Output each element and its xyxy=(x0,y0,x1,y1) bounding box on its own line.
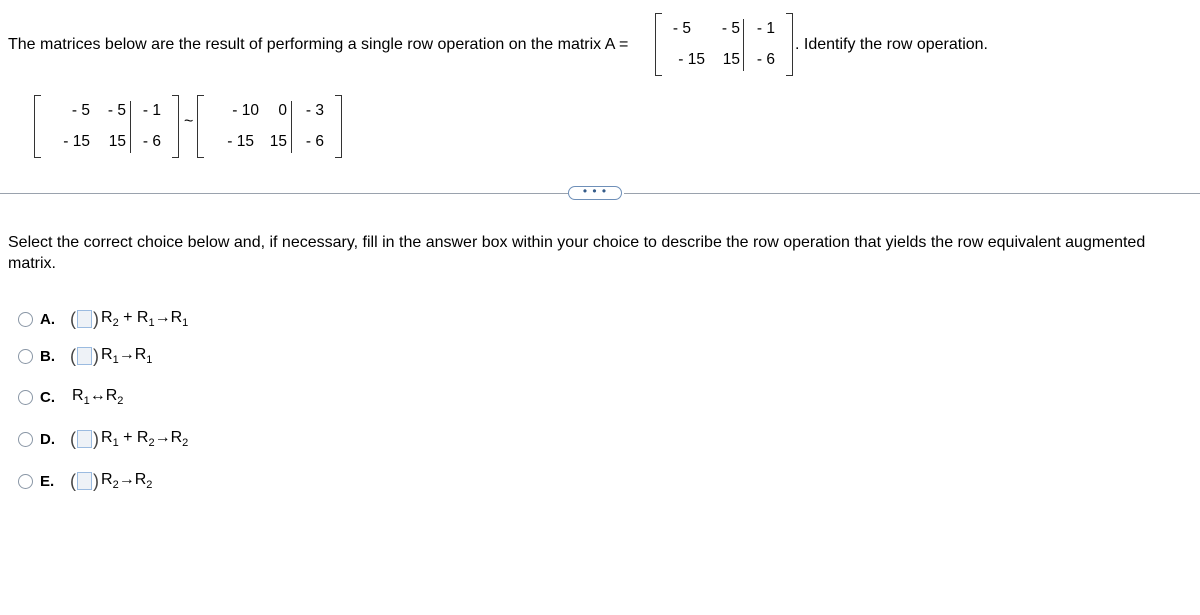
choice-e[interactable] xyxy=(18,469,152,493)
choice-letter: A. xyxy=(40,310,55,328)
matrix-a-cell: - 5 xyxy=(672,20,691,37)
radio-button[interactable] xyxy=(18,432,33,447)
matrix-a-cell: - 1 xyxy=(756,20,775,37)
matrix-right-augment-bar xyxy=(291,101,292,153)
matrix-a-cell: - 15 xyxy=(678,51,705,68)
row-equivalence-symbol: ~ xyxy=(184,113,194,130)
matrix-a-cell: - 6 xyxy=(756,51,775,68)
matrix-left-cell: - 15 xyxy=(63,133,90,150)
answer-box[interactable] xyxy=(77,430,92,448)
choice-d[interactable] xyxy=(18,427,188,451)
open-paren: ( xyxy=(70,308,76,329)
choice-a[interactable] xyxy=(18,307,188,331)
matrix-a-cell: - 5 xyxy=(721,20,740,37)
matrix-left-cell: - 5 xyxy=(71,102,90,119)
question-suffix: . Identify the row operation. xyxy=(795,36,988,53)
matrix-right-cell: 15 xyxy=(269,133,287,150)
matrix-a xyxy=(655,13,793,76)
matrix-left-cell: - 1 xyxy=(142,102,161,119)
section-divider xyxy=(0,193,568,194)
matrix-left-augment-bar xyxy=(130,101,131,153)
matrix-right xyxy=(197,95,342,158)
row-operation-expression: $R_1\to R_1$ xyxy=(101,346,153,366)
close-paren: ) xyxy=(93,470,99,491)
choice-letter: D. xyxy=(40,430,55,448)
matrix-left-cell: - 6 xyxy=(142,133,161,150)
more-options-button[interactable]: • • • xyxy=(568,186,622,200)
choice-letter: E. xyxy=(40,472,55,490)
choice-c[interactable] xyxy=(18,385,123,409)
matrix-right-cell: - 15 xyxy=(227,133,254,150)
close-paren: ) xyxy=(93,345,99,366)
radio-button[interactable] xyxy=(18,474,33,489)
question-text: The matrices below are the result of performing a single row operation on the matrix A = xyxy=(8,36,629,53)
matrix-right-cell: 0 xyxy=(278,102,287,119)
matrix-left-cell: - 5 xyxy=(107,102,126,119)
matrix-a-left-bracket xyxy=(655,13,662,76)
instruction-text: Select the correct choice below and, if necessary, fill in the answer box within your choice to describe the row operation that yields the row equivalent augmented matrix. xyxy=(8,234,1146,272)
radio-button[interactable] xyxy=(18,349,33,364)
row-operation-expression: $R_2\to R_2$ xyxy=(101,471,153,491)
matrix-right-left-bracket xyxy=(197,95,204,158)
answer-box[interactable] xyxy=(77,347,92,365)
matrix-right-cell: - 6 xyxy=(305,133,324,150)
matrix-a-augment-bar xyxy=(743,19,744,71)
matrix-right-cell: - 3 xyxy=(305,102,324,119)
row-operation-expression: $R_1\leftrightarrow R_2$ xyxy=(72,387,124,407)
row-operation-expression: $R_2 + R_1\to R_1$ xyxy=(101,309,189,329)
matrix-left-right-bracket xyxy=(172,95,179,158)
choice-letter: B. xyxy=(40,347,55,365)
matrix-right-cell: - 10 xyxy=(232,102,259,119)
close-paren: ) xyxy=(93,428,99,449)
open-paren: ( xyxy=(70,428,76,449)
matrix-right-right-bracket xyxy=(335,95,342,158)
matrix-left xyxy=(34,95,179,158)
row-operation-expression: $R_1 + R_2\to R_2$ xyxy=(101,429,189,449)
matrix-a-cell: 15 xyxy=(722,51,740,68)
radio-button[interactable] xyxy=(18,390,33,405)
section-divider xyxy=(624,193,1200,194)
answer-box[interactable] xyxy=(77,472,92,490)
choice-b[interactable] xyxy=(18,344,152,368)
radio-button[interactable] xyxy=(18,312,33,327)
open-paren: ( xyxy=(70,345,76,366)
open-paren: ( xyxy=(70,470,76,491)
matrix-a-right-bracket xyxy=(786,13,793,76)
matrix-left-cell: 15 xyxy=(108,133,126,150)
matrix-left-left-bracket xyxy=(34,95,41,158)
close-paren: ) xyxy=(93,308,99,329)
choice-letter: C. xyxy=(40,388,55,406)
answer-box[interactable] xyxy=(77,310,92,328)
